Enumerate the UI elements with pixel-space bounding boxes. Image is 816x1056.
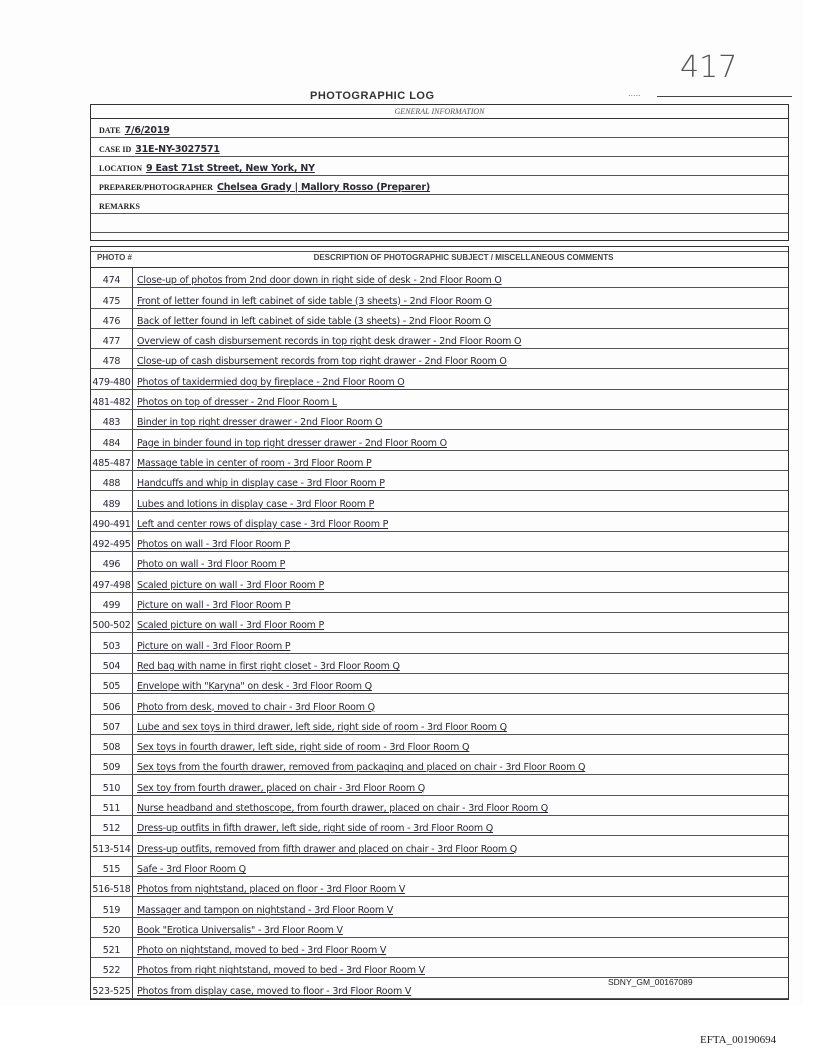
- photo-description: Photo from desk, moved to chair - 3rd Floor Room Q: [137, 701, 375, 713]
- table-row: [91, 715, 788, 735]
- photo-number: 507: [91, 715, 133, 734]
- table-row: [91, 735, 788, 755]
- photo-log-table: [90, 246, 789, 1000]
- info-field: [91, 119, 788, 138]
- table-row: [91, 938, 788, 958]
- table-row: [91, 491, 788, 511]
- photo-description: Lube and sex toys in third drawer, left side, right side of room - 3rd Floor Room Q: [137, 721, 507, 733]
- photo-description: Photos from right nightstand, moved to bed - 3rd Floor Room V: [137, 965, 425, 977]
- photo-number: 511: [91, 796, 133, 815]
- photo-number: 520: [91, 918, 133, 937]
- photo-description: Envelope with "Karyna" on desk - 3rd Floor Room Q: [137, 681, 372, 693]
- photo-description: Lubes and lotions in display case - 3rd Floor Room P: [137, 498, 375, 510]
- info-field-value: 31E-NY-3027571: [135, 144, 220, 155]
- photo-description: Massager and tampon on nightstand - 3rd Floor Room V: [137, 904, 394, 916]
- photo-number: 505: [91, 674, 133, 693]
- photo-number: 503: [91, 633, 133, 652]
- photo-number: 483: [91, 410, 133, 429]
- page-number-line: [657, 96, 792, 97]
- info-field-value: 7/6/2019: [124, 125, 170, 136]
- photo-number: 510: [91, 775, 133, 794]
- info-field: [91, 176, 788, 195]
- bates-number: SDNY_GM_00167089: [608, 977, 693, 987]
- photo-number: 484: [91, 430, 133, 449]
- table-row: [91, 410, 788, 430]
- description-header: DESCRIPTION OF PHOTOGRAPHIC SUBJECT / MISCELLANEOUS COMMENTS: [313, 252, 614, 262]
- info-field-label: CASE ID: [99, 145, 132, 154]
- photo-description: Close-up of cash disbursement records from top right drawer - 2nd Floor Room O: [137, 356, 507, 368]
- photo-description: Handcuffs and whip in display case - 3rd Floor Room P: [137, 478, 385, 490]
- photo-number: 488: [91, 471, 133, 490]
- photo-number: 516-518: [91, 877, 133, 896]
- photo-description: Photos on top of dresser - 2nd Floor Room L: [137, 397, 337, 409]
- photo-description: Left and center rows of display case - 3rd Floor Room P: [137, 518, 389, 530]
- table-row: [91, 268, 788, 288]
- handwritten-page-number: 417: [680, 50, 738, 85]
- photo-number: 477: [91, 329, 133, 348]
- efta-number: EFTA_00190694: [700, 1034, 777, 1046]
- info-field: [91, 138, 788, 157]
- table-header: [91, 247, 788, 268]
- table-row: [91, 796, 788, 816]
- photo-number: 474: [91, 268, 133, 287]
- photo-description: Nurse headband and stethoscope, from fourth drawer, placed on chair - 3rd Floor Room Q: [137, 803, 549, 815]
- photo-number: 500-502: [91, 613, 133, 632]
- photo-number: 523-525: [91, 978, 133, 997]
- table-row: [91, 674, 788, 694]
- info-field-label: DATE: [99, 126, 121, 135]
- table-row: [91, 349, 788, 369]
- table-row: [91, 755, 788, 775]
- table-row: [91, 694, 788, 714]
- table-row: [91, 816, 788, 836]
- page-number-dots: .....: [628, 88, 641, 98]
- photo-description: Scaled picture on wall - 3rd Floor Room P: [137, 620, 325, 632]
- photo-description: Photos from display case, moved to floor - 3rd Floor Room V: [137, 985, 412, 997]
- general-information-heading: GENERAL INFORMATION: [91, 105, 788, 119]
- table-row: [91, 288, 788, 308]
- table-row: [91, 390, 788, 410]
- table-row: [91, 532, 788, 552]
- photo-number: 506: [91, 694, 133, 713]
- photo-number: 479-480: [91, 369, 133, 388]
- photo-description: Picture on wall - 3rd Floor Room P: [137, 640, 291, 652]
- table-row: [91, 451, 788, 471]
- photo-number: 489: [91, 491, 133, 510]
- photo-description: Binder in top right dresser drawer - 2nd Floor Room O: [137, 417, 383, 429]
- photo-description: Safe - 3rd Floor Room Q: [137, 863, 246, 875]
- info-field-label: REMARKS: [99, 202, 140, 211]
- table-row: [91, 897, 788, 917]
- photo-number-header: PHOTO #: [97, 252, 132, 262]
- table-row: [91, 877, 788, 897]
- photo-description: Sex toy from fourth drawer, placed on chair - 3rd Floor Room Q: [137, 782, 426, 794]
- photo-number: 478: [91, 349, 133, 368]
- photo-description: Scaled picture on wall - 3rd Floor Room P: [137, 579, 325, 591]
- photo-number: 485-487: [91, 451, 133, 470]
- table-row: [91, 552, 788, 572]
- photo-description: Close-up of photos from 2nd door down in right side of desk - 2nd Floor Room O: [137, 275, 502, 287]
- table-row: [91, 329, 788, 349]
- photo-number: 476: [91, 309, 133, 328]
- info-field: [91, 195, 788, 214]
- table-row: [91, 369, 788, 389]
- info-field-value: Chelsea Grady | Mallory Rosso (Preparer): [216, 182, 431, 193]
- photo-description: Sex toys from the fourth drawer, removed from packaging and placed on chair - 3rd Floor Room Q: [137, 762, 586, 774]
- table-row: [91, 857, 788, 877]
- photo-description: Picture on wall - 3rd Floor Room P: [137, 600, 291, 612]
- table-row: [91, 512, 788, 532]
- photo-description: Page in binder found in top right dresser drawer - 2nd Floor Room O: [137, 437, 447, 449]
- photo-description: Book "Erotica Universalis" - 3rd Floor Room V: [137, 924, 343, 936]
- photo-description: Massage table in center of room - 3rd Floor Room P: [137, 457, 372, 469]
- photo-number: 504: [91, 654, 133, 673]
- photo-number: 497-498: [91, 572, 133, 591]
- info-field-label: LOCATION: [99, 164, 142, 173]
- photo-number: 521: [91, 938, 133, 957]
- form-title: PHOTOGRAPHIC LOG: [310, 90, 435, 102]
- photo-description: Photo on wall - 3rd Floor Room P: [137, 559, 286, 571]
- photo-number: 499: [91, 593, 133, 612]
- photo-number: 475: [91, 288, 133, 307]
- table-row: [91, 633, 788, 653]
- table-row: [91, 593, 788, 613]
- table-row: [91, 836, 788, 856]
- photo-description: Photos on wall - 3rd Floor Room P: [137, 539, 290, 551]
- photo-number: 496: [91, 552, 133, 571]
- table-row: [91, 613, 788, 633]
- photo-number: 481-482: [91, 390, 133, 409]
- photo-number: 509: [91, 755, 133, 774]
- photo-number: 492-495: [91, 532, 133, 551]
- photo-number: 508: [91, 735, 133, 754]
- table-row: [91, 430, 788, 450]
- photo-description: Dress-up outfits, removed from fifth drawer and placed on chair - 3rd Floor Room Q: [137, 843, 518, 855]
- photo-number: 515: [91, 857, 133, 876]
- photo-description: Photo on nightstand, moved to bed - 3rd Floor Room V: [137, 945, 387, 957]
- photo-description: Dress-up outfits in fifth drawer, left side, right side of room - 3rd Floor Room Q: [137, 823, 494, 835]
- photo-description: Sex toys in fourth drawer, left side, right side of room - 3rd Floor Room Q: [137, 742, 470, 754]
- photo-number: 490-491: [91, 512, 133, 531]
- blank-line-1: [91, 214, 788, 233]
- table-row: [91, 918, 788, 938]
- photo-number: 522: [91, 958, 133, 977]
- general-information-box: [90, 104, 789, 241]
- photo-number: 519: [91, 897, 133, 916]
- table-row: [91, 775, 788, 795]
- photo-description: Overview of cash disbursement records in top right desk drawer - 2nd Floor Room O: [137, 336, 522, 348]
- table-row: [91, 471, 788, 491]
- info-field: [91, 157, 788, 176]
- table-row: [91, 654, 788, 674]
- photo-number: 513-514: [91, 836, 133, 855]
- photo-description: Photos of taxidermied dog by fireplace - 2nd Floor Room O: [137, 376, 405, 388]
- info-field-label: PREPARER/PHOTOGRAPHER: [99, 183, 213, 192]
- photo-description: Front of letter found in left cabinet of side table (3 sheets) - 2nd Floor Room O: [137, 295, 492, 307]
- photo-description: Back of letter found in left cabinet of side table (3 sheets) - 2nd Floor Room O: [137, 315, 491, 327]
- info-field-value: 9 East 71st Street, New York, NY: [145, 163, 315, 174]
- table-row: [91, 309, 788, 329]
- photo-number: 512: [91, 816, 133, 835]
- table-row: [91, 958, 788, 978]
- photo-description: Red bag with name in first right closet - 3rd Floor Room Q: [137, 660, 400, 672]
- photo-description: Photos from nightstand, placed on floor - 3rd Floor Room V: [137, 884, 406, 896]
- table-row: [91, 572, 788, 592]
